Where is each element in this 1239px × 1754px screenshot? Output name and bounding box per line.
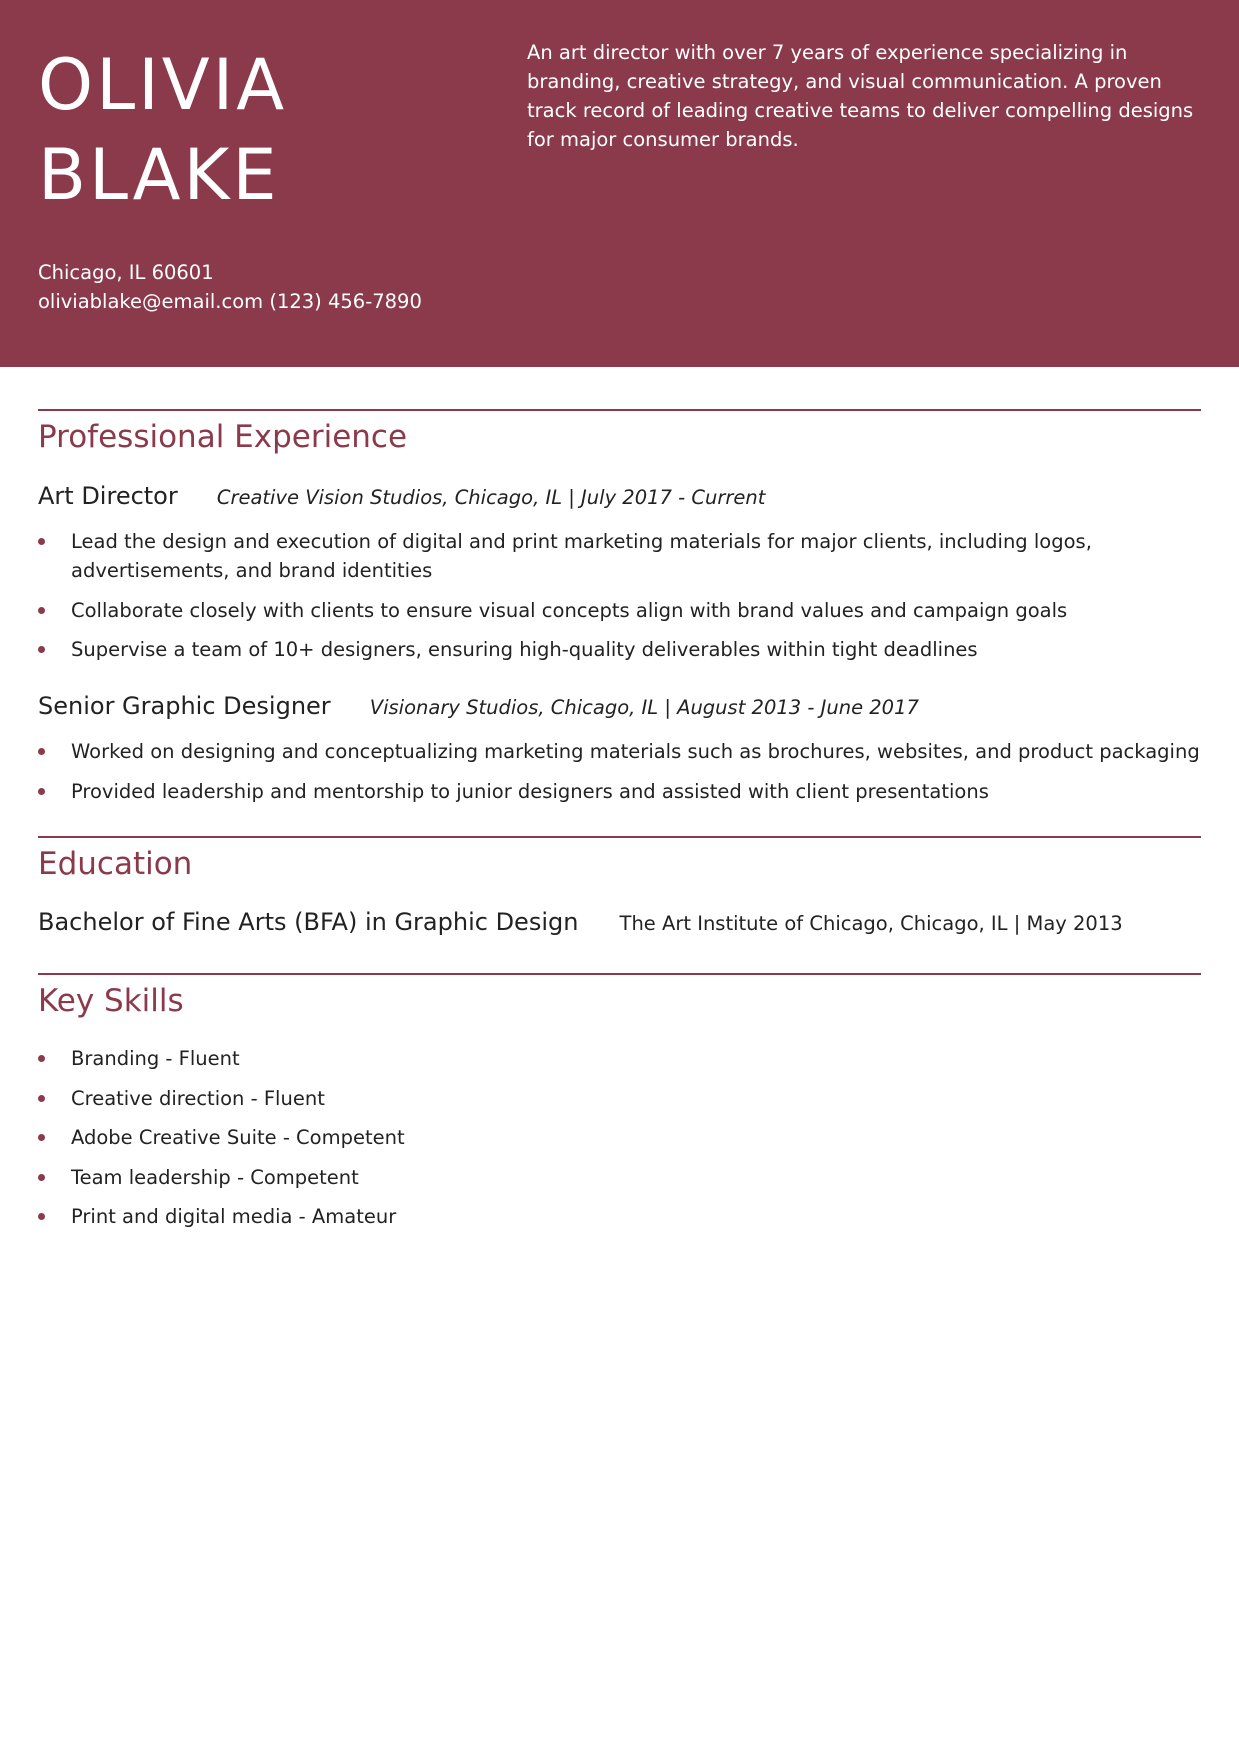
candidate-name [38,40,478,220]
bullet-text: Worked on designing and conceptualizing marketing materials such as brochures, websites, and product packaging [71,740,1200,763]
job-meta: Visionary Studios, Chicago, IL | August 2013 - June 2017 [369,696,919,719]
edu-school: The Art Institute of Chicago, Chicago, IL | May 2013 [619,912,1123,935]
list-item [38,1202,1208,1231]
section-title-skills: Key Skills [38,983,184,1019]
job-role: Senior Graphic Designer [38,692,331,720]
job-header [38,482,765,510]
job-role: Art Director [38,482,178,510]
bullet-icon [38,1174,45,1181]
bullet-icon [38,1213,45,1220]
contact-location: Chicago, IL 60601 [38,261,214,284]
contact-info [38,258,422,316]
section-title-experience: Professional Experience [38,419,408,455]
contact-phone[interactable]: (123) 456-7890 [269,290,422,313]
bullet-icon [38,1134,45,1141]
bullet-text: Collaborate closely with clients to ensure visual concepts align with brand values and campaign goals [71,598,1068,622]
bullet-icon [38,788,45,795]
list-item [38,1084,1208,1113]
bullet-text: Lead the design and execution of digital and print marketing materials for major clients, including logos, advertisements, and brand identities [71,530,1092,582]
skill-text: Print and digital media - Amateur [71,1205,397,1228]
job-bullets [38,527,1208,675]
contact-email[interactable]: oliviablake@email.com [38,290,264,313]
job-header [38,692,919,720]
name-first: OLIVIA [38,44,288,126]
skill-text: Branding - Fluent [71,1047,240,1070]
section-divider [38,973,1201,975]
edu-degree: Bachelor of Fine Arts (BFA) in Graphic Design [38,908,579,936]
bullet-icon [38,1055,45,1062]
bullet-icon [38,1095,45,1102]
skill-text: Adobe Creative Suite - Competent [71,1126,405,1149]
skills-list [38,1044,1208,1242]
bullet-icon [38,748,45,755]
bullet-icon [38,607,45,614]
section-title-education: Education [38,846,193,882]
list-item [38,1044,1208,1073]
list-item [38,596,1208,625]
list-item [38,777,1208,806]
contact-line [38,287,422,316]
bullet-text: Provided leadership and mentorship to junior designers and assisted with client presentations [71,779,989,803]
list-item [38,1163,1208,1192]
section-divider [38,836,1201,838]
list-item [38,635,1208,664]
job-meta: Creative Vision Studios, Chicago, IL | July 2017 - Current [216,486,766,509]
job-bullets [38,737,1208,816]
list-item [38,527,1208,585]
bullet-icon [38,538,45,545]
education-entry [38,908,1123,936]
skill-text: Team leadership - Competent [71,1165,359,1189]
list-item [38,737,1208,766]
bullet-icon [38,646,45,653]
skill-text: Creative direction - Fluent [71,1086,325,1110]
section-divider [38,409,1201,411]
profile-summary: An art director with over 7 years of experience specializing in branding, creative strategy, and visual communication. A proven track record of leading creative teams to deliver compelling designs for major consumer brands. [527,41,1194,151]
name-last: BLAKE [38,134,280,216]
bullet-text: Supervise a team of 10+ designers, ensuring high-quality deliverables within tight deadlines [71,638,978,661]
list-item [38,1123,1208,1152]
resume-header [0,0,1239,367]
